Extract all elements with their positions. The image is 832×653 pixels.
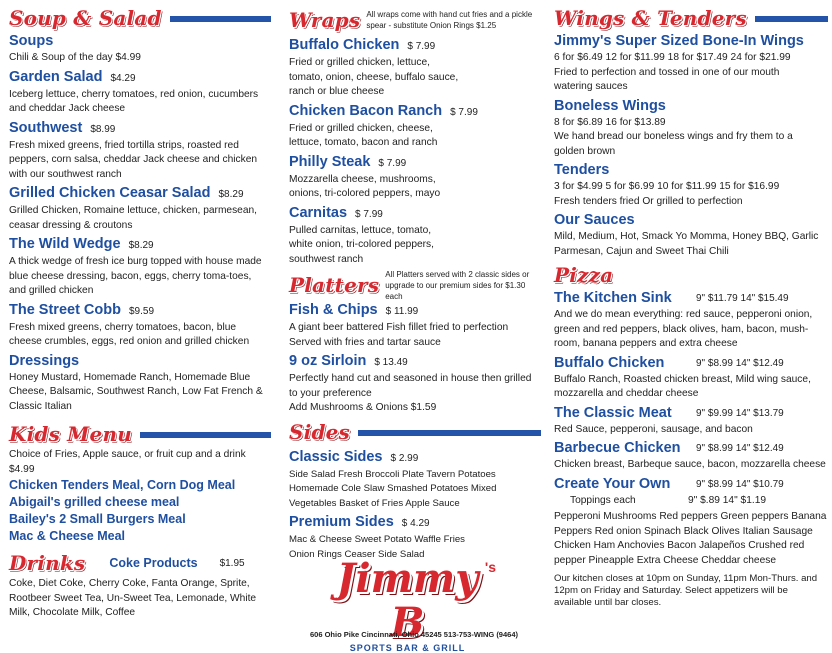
wraps-title: Wraps [289,8,361,32]
cyo-item [554,475,828,494]
logo-sub: SPORTS BAR & GRILL [349,643,466,653]
drinks-title: Drinks [9,551,86,575]
sauces-title: Our Sauces [554,212,635,228]
logo-s: 's [484,559,496,575]
sirloin-desc: Perfectly hand cut and seasoned in house then grilled to your preference [289,373,532,399]
dressings-desc: Honey Mustard, Homemade Ranch, Homemade Blue Cheese, Balsamic, Southwest Ranch, Low Fat French & Classic Italian [9,371,263,412]
wraps-note: All wraps come with hand cut fries and a pickle spear - substitute Onion Rings $1.25 [366,10,533,30]
toppings-desc: Pepperoni Mushrooms Red peppers Green peppers Banana Peppers Red onion Spinach Black Olives Italian Sausage Chicken Ham Anchovies Bacon Jalapeños Crushed red pepper Pineapple Extra Cheese Cheddar cheese [554,511,827,566]
toppings-price: 9" $.89 14" $1.19 [688,494,767,506]
caesar-price: $8.29 [218,189,244,200]
sirloin-price: $ 13.49 [374,357,408,368]
sink-desc: And we do mean everything: red sauce, pepperoni onion, green and red peppers, black olives, ham, bacon, mush-room, banana peppers and extra cheese [554,309,813,349]
toppings-label: Toppings each [570,494,636,506]
header-rule [170,16,271,22]
buffalo-price: $ 7.99 [407,41,436,52]
column-wraps-platters [289,0,541,562]
meat-desc: Red Sauce, pepperoni, sausage, and bacon [554,423,753,435]
sink-price: 9" $11.79 14" $15.49 [696,293,789,304]
platters-note: All Platters served with 2 classic sides or upgrade to our premium sides for $1.30 each [385,269,530,301]
fish-item [289,301,541,321]
drinks-header [9,549,271,577]
classic-title: Classic Sides [289,448,383,465]
bbq-price: 9" $8.99 14" $12.49 [696,443,784,454]
garden-title: Garden Salad [9,68,103,85]
wings-header [554,4,828,32]
wedge-title: The Wild Wedge [9,236,121,252]
soup-salad-header [9,4,271,32]
cobb-item [9,301,271,321]
cobb-price: $9.59 [128,305,155,317]
premium-title: Premium Sides [289,514,394,530]
column-soup-salad [9,0,271,621]
caesar-item [9,184,271,204]
logo-name: Jimmy B [336,555,479,646]
sides-title: Sides [289,419,351,444]
header-rule [358,430,541,436]
header-rule [755,16,828,22]
classic-price: $ 2.99 [390,452,419,464]
kids-desc: Choice of Fries, Apple sauce, or fruit cup and a drink $4.99 [9,449,246,475]
column-wings-pizza [554,0,828,609]
boneless-title: Boneless Wings [554,97,666,114]
cbr-desc: Fried or grilled chicken, cheese, lettuce, tomato, bacon and ranch [289,122,438,148]
coke-title: Coke Products [109,556,198,570]
bbq-pizza-item [554,439,828,458]
southwest-title: Southwest [9,119,83,136]
wedge-price: $8.29 [128,240,154,251]
coke-price: $1.95 [219,557,245,569]
soup-salad-title: Soup & Salad [9,6,162,30]
garden-desc: Iceberg lettuce, cherry tomatoes, red onion, cucumbers and cheddar Jack cheese [9,88,259,114]
wings-title: Wings & Tenders [554,6,747,30]
bbq-desc: Chicken breast, Barbeque sauce, bacon, mozzarella cheese [554,459,826,470]
sirloin-title: 9 oz Sirloin [289,353,367,369]
philly-item [289,153,541,173]
kids-item: Abigail's grilled cheese meal [9,495,180,509]
cbr-title: Chicken Bacon Ranch [289,102,443,119]
pizza-header [554,261,828,289]
sink-title: The Kitchen Sink [554,290,672,306]
boneless-prices: 8 for $6.89 16 for $13.89 [554,116,666,128]
classic-desc: Side Salad Fresh Broccoli Plate Tavern Potatoes Homemade Cole Slaw Smashed Potatoes Mixed Vegetables Basket of Fries Apple Sauce [289,468,497,509]
fish-desc: A giant beer battered Fish fillet fried to perfection Served with fries and tartar sauce [289,322,509,348]
boneless-desc: We hand bread our boneless wings and fry them to a golden brown [554,131,793,157]
carnitas-item [289,204,541,224]
bchick-desc: Buffalo Ranch, Roasted chicken breast, Mild wing sauce, mozzarella and cheddar cheese [554,373,811,399]
buffalo-title: Buffalo Chicken [289,37,400,53]
sides-header [289,418,541,446]
philly-title: Philly Steak [289,153,371,170]
carnitas-price: $ 7.99 [355,208,383,220]
kids-item: Bailey's 2 Small Burgers Meal [9,512,186,526]
meat-title: The Classic Meat [554,404,672,421]
buffalo-wrap-item [289,36,541,56]
fish-price: $ 11.99 [385,306,419,317]
toppings-row [554,494,828,509]
kids-header [9,420,271,448]
premium-price: $ 4.29 [401,518,430,529]
fish-title: Fish & Chips [289,302,378,318]
wedge-desc: A thick wedge of fresh ice burg topped with house made blue cheese dressing, bacon, eggs, cherry toma-toes, and grilled chicken [9,256,262,296]
meat-price: 9" $9.99 14" $13.79 [696,407,784,419]
wraps-header [289,6,541,34]
caesar-title: Grilled Chicken Ceasar Salad [9,185,211,201]
pizza-title: Pizza [554,263,614,287]
southwest-item [9,119,271,139]
philly-price: $ 7.99 [378,157,407,169]
buffalo-pizza-item [554,354,828,373]
carnitas-title: Carnitas [289,204,348,221]
cobb-title: The Street Cobb [9,301,121,318]
classic-sides-item [289,448,541,468]
caesar-desc: Grilled Chicken, Romaine lettuce, chicken, parmesean, ceasar dressing & croutons [9,205,258,231]
garden-salad-item [9,68,271,88]
soups-desc: Chili & Soup of the day $4.99 [9,52,141,63]
platters-header [289,271,541,299]
jimmy-wings-title: Jimmy's Super Sized Bone-In Wings [554,33,804,49]
closing-note: Our kitchen closes at 10pm on Sunday, 11pm Mon-Thurs. and 12pm on Friday and Saturday. Select appetizers will be available until bar closes. [554,573,818,608]
cbr-item [289,102,541,122]
tenders-title: Tenders [554,162,610,178]
bchick-price: 9" $8.99 14" $12.49 [696,357,784,369]
bbq-title: Barbecue Chicken [554,440,681,456]
dressings-title: Dressings [9,352,80,369]
jimmy-wings-prices: 6 for $6.49 12 for $11.99 18 for $17.49 24 for $21.99 [554,52,791,63]
southwest-price: $8.99 [90,123,116,135]
carnitas-desc: Pulled carnitas, lettuce, tomato, white onion, tri-colored peppers, southwest ranch [289,224,434,265]
kitchen-sink-item [554,289,828,308]
cobb-desc: Fresh mixed greens, cherry tomatoes, bacon, blue cheese crumbles, eggs, red onion and grilled chicken [9,321,250,347]
tenders-prices: 3 for $4.99 5 for $6.99 10 for $11.99 15 for $16.99 [554,181,780,192]
buffalo-desc: Fried or grilled chicken, lettuce, tomato, onion, cheese, buffalo sauce, ranch or blue cheese [289,57,459,97]
philly-desc: Mozzarella cheese, mushrooms, onions, tri-colored peppers, mayo [289,173,441,199]
soups-title: Soups [9,33,54,49]
address: 606 Ohio Pike Cincinnati, Ohio 45245 513-753-WING (9464) [310,630,518,639]
cyo-price: 9" $8.99 14" $10.79 [696,478,784,490]
header-rule [140,432,271,438]
jimmy-wings-desc: Fried to perfection and tossed in one of our mouth watering sauces [554,66,780,92]
wedge-item [9,235,271,255]
premium-sides-item [289,513,541,533]
sirloin-addon: Add Mushrooms & Onions $1.59 [289,402,437,413]
drinks-desc: Coke, Diet Coke, Cherry Coke, Fanta Orange, Sprite, Rootbeer Sweet Tea, Un-Sweet Tea, Lemonade, White Milk, Chocolate Milk, Coffee [9,578,257,618]
sauces-desc: Mild, Medium, Hot, Smack Yo Momma, Honey BBQ, Garlic Parmesan, Cajun and Sweet Thai Chili [554,231,819,257]
premium-desc: Mac & Cheese Sweet Potato Waffle Fries Onion Rings Ceaser Side Salad [289,534,465,560]
tenders-desc: Fresh tenders fried Or grilled to perfection [554,195,743,207]
sirloin-item [289,352,541,372]
platters-title: Platters [289,273,380,297]
southwest-desc: Fresh mixed greens, fried tortilla strips, roasted red peppers, corn salsa, cheddar Jack cheese and chicken with our southwest ranch [9,139,258,180]
kids-item: Mac & Cheese Meal [9,529,126,543]
kids-item: Chicken Tenders Meal, Corn Dog Meal [9,478,236,492]
cbr-price: $ 7.99 [450,106,478,118]
cyo-title: Create Your Own [554,475,671,492]
garden-price: $4.29 [110,72,136,84]
kids-title: Kids Menu [9,422,132,446]
classic-meat-item [554,404,828,423]
bchick-title: Buffalo Chicken [554,354,665,371]
